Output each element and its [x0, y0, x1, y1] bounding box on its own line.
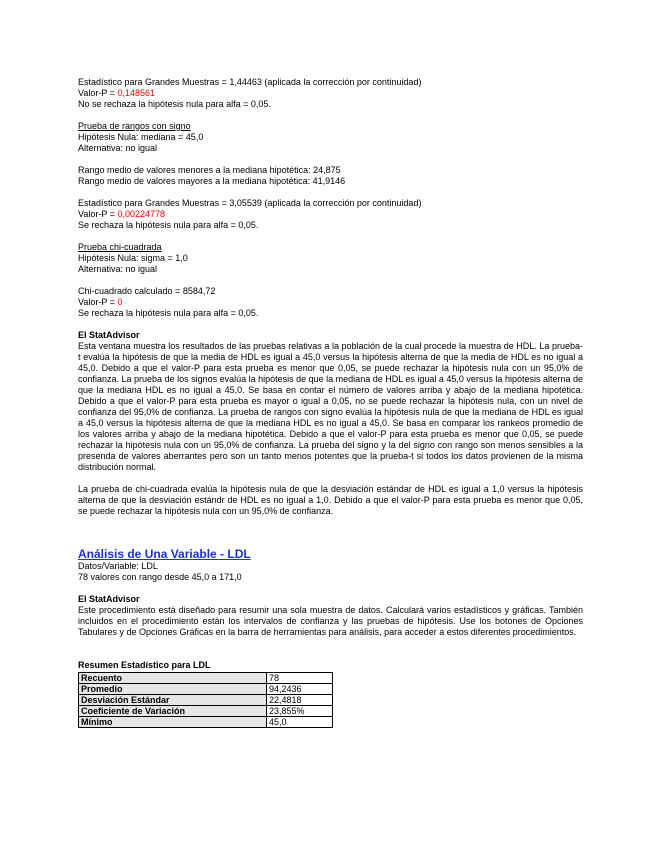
signs-pvalue-line [78, 88, 583, 99]
ldl-section-title[interactable]: Análisis de Una Variable - LDL [78, 547, 251, 561]
row-value: 45,0 [267, 717, 333, 728]
statadvisor-title: El StatAdvisor [78, 330, 140, 340]
chi-pvalue-line [78, 297, 583, 308]
row-label: Mínimo [79, 717, 267, 728]
row-label: Recuento [79, 673, 267, 684]
row-label: Promedio [79, 684, 267, 695]
table-row [79, 717, 333, 728]
signs-conclusion: No se rechaza la hipótesis nula para alfa = 0,05. [78, 99, 271, 109]
signed-rank-pvalue: 0,00224778 [117, 209, 165, 219]
chi-alt: Alternativa: no igual [78, 264, 158, 274]
ldl-statadvisor-text: Este procedimiento está diseñado para resumir una sola muestra de datos. Calculará varios estadísticos y gráficas. También incluidos en el procedimiento están los intervalos de confianza y las pruebas de hipótesis. Use los botones de Opciones Tabulares y de Opciones Gráficas en la barra de herramientas para análisis, para acceder a estos diferentes procedimientos. [78, 605, 583, 637]
signed-rank-stat: Estadístico para Grandes Muestras = 3,05539 (aplicada la corrección por continuidad) [78, 198, 422, 208]
pvalue-label: Valor-P = [78, 297, 118, 307]
summary-table [78, 672, 333, 728]
signed-rank-below: Rango medio de valores menores a la mediana hipotética: 24,875 [78, 165, 341, 175]
table-row [79, 673, 333, 684]
chi-calculated: Chi-cuadrado calculado = 8584,72 [78, 286, 216, 296]
row-label: Coeficiente de Variación [79, 706, 267, 717]
table-row [79, 706, 333, 717]
ldl-datos-variable: Datos/Variable: LDL [78, 561, 158, 571]
ldl-statadvisor-title: El StatAdvisor [78, 594, 140, 604]
chi-conclusion: Se rechaza la hipótesis nula para alfa = 0,05. [78, 308, 259, 318]
chi-pvalue: 0 [117, 297, 123, 307]
signed-rank-conclusion: Se rechaza la hipótesis nula para alfa = 0,05. [78, 220, 259, 230]
signs-pvalue: 0,148561 [117, 88, 155, 98]
table-row [79, 684, 333, 695]
row-value: 78 [267, 673, 333, 684]
signed-rank-pvalue-line [78, 209, 583, 220]
chi-heading: Prueba chi-cuadrada [78, 242, 162, 252]
signed-rank-null: Hipótesis Nula: mediana = 45,0 [78, 132, 204, 142]
pvalue-label: Valor-P = [78, 88, 118, 98]
table-row [79, 695, 333, 706]
ldl-range: 78 valores con rango desde 45,0 a 171,0 [78, 572, 242, 582]
row-label: Desviación Estándar [79, 695, 267, 706]
summary-table-title: Resumen Estadístico para LDL [78, 660, 211, 670]
statadvisor-paragraph-2: La prueba de chi-cuadrada evalúa la hipótesis nula de que la desviación estándar de HDL es igual a 1,0 versus la hipótesis alterna de que la desviación estándr de HDL es no igual a 1,0. Debido a que el valor-P para esta prueba es menor que 0,05, se puede rechazar la hipótesis nula con un 95,0% de confianza. [78, 484, 583, 516]
document-page [78, 77, 583, 728]
signed-rank-alt: Alternativa: no igual [78, 143, 158, 153]
row-value: 22,4818 [267, 695, 333, 706]
signed-rank-above: Rango medio de valores mayores a la mediana hipotética: 41,9146 [78, 176, 346, 186]
row-value: 23,855% [267, 706, 333, 717]
statadvisor-paragraph-1: Esta ventana muestra los resultados de las pruebas relativas a la población de la cual procede la muestra de HDL. La prueba-t evalúa la hipótesis de que la media de HDL es igual a 45,0 versus la hipótesis alterna de que la media de HDL es no igual a 45,0. Debido a que el valor-P para esta prueba es menor que 0,05, se puede rechazar la hipótesis nula con un 95,0% de confianza. La prueba de los signos evalúa la hipótesis de que la mediana de HDL es igual a 45,0 versus la hipótesis alterna de que la mediana HDL es no igual a 45,0. Se basa en contar el número de valores arriba y abajo de la mediana hipotética. Debido a que el valor-P para esta prueba es mayor o igual a 0,05, no se puede rechazar la hipótesis nula, con un nivel de confianza del 95,0% de confianza. La prueba de rangos con signo evalúa la hipótesis nula de que la mediana de HDL es igual a 45,0 versus la hipótesis alterna de que la mediana HDL es no igual a 45,0. Se basa en comparar los rankeos promedio de los valores arriba y abajo de la mediana hipotética. Debido a que el valor-P para esta prueba es menor que 0,05, se puede rechazar la hipótesis nula con un 95,0% de confianza. La prueba del signo y la del signo con rango son menos sensibles a la presenda de valores aberrantes pero son un tanto menos potentes que la prueba-t si todos los datos provienen de la misma distribución normal. [78, 341, 583, 472]
pvalue-label: Valor-P = [78, 209, 118, 219]
row-value: 94,2436 [267, 684, 333, 695]
chi-null: Hipótesis Nula: sigma = 1,0 [78, 253, 188, 263]
signed-rank-heading: Prueba de rangos con signo [78, 121, 191, 131]
signs-large-sample-stat: Estadístico para Grandes Muestras = 1,44463 (aplicada la corrección por continuidad) [78, 77, 422, 87]
